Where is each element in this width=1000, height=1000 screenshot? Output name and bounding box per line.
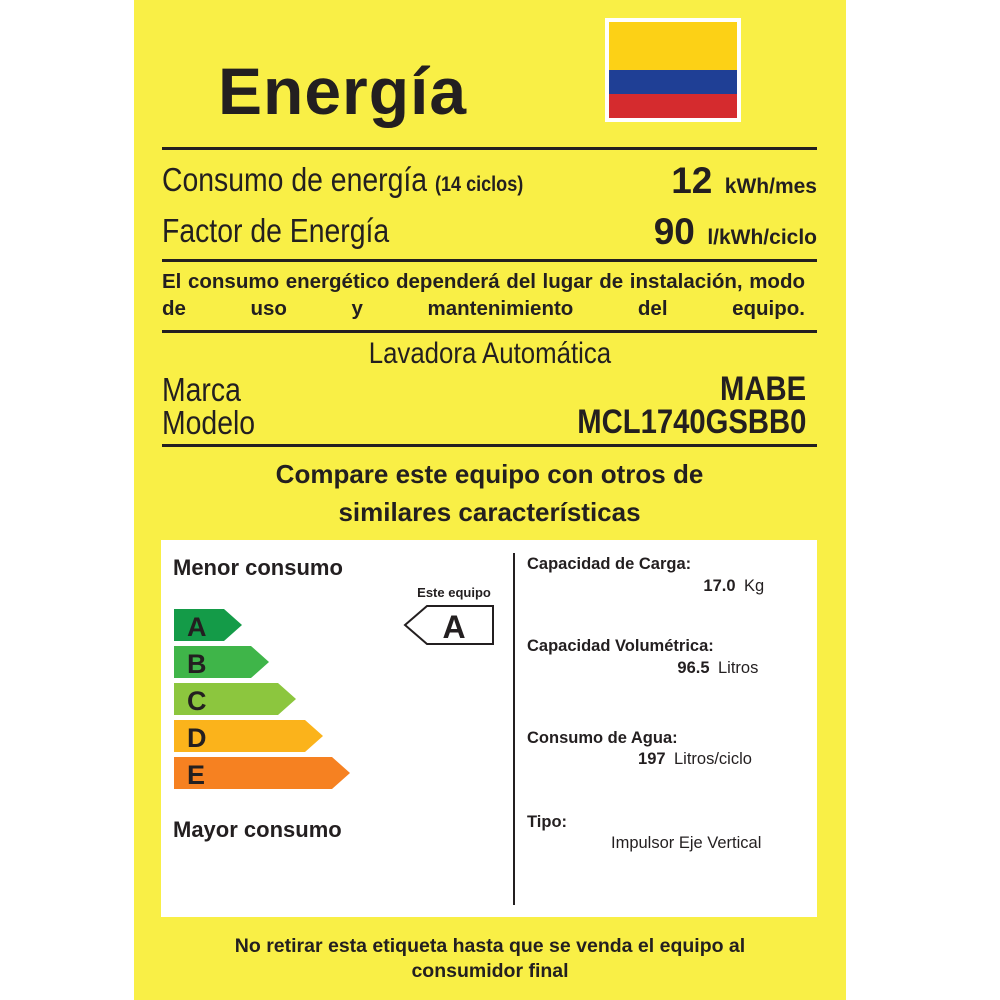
this-unit-class: A [442, 609, 466, 645]
panel-divider [513, 553, 515, 905]
spec-load-value-wrap [527, 577, 766, 596]
spec-water-label: Consumo de Agua: [527, 729, 678, 747]
class-letter-c: C [187, 686, 207, 716]
consumption-row [162, 163, 622, 203]
spec-load-unit: Kg [744, 577, 765, 595]
energy-scale-bars [161, 540, 521, 800]
scale-bottom-label: Mayor consumo [173, 817, 342, 842]
spec-volume-value-wrap [527, 659, 766, 678]
divider [162, 259, 817, 262]
flag-yellow-stripe [609, 22, 737, 70]
factor-unit: l/kWh/ciclo [707, 226, 817, 249]
brand-label: Marca [162, 371, 241, 408]
scale-top-label: Menor consumo [173, 555, 343, 580]
divider [162, 444, 817, 447]
spec-volume-label: Capacidad Volumétrica: [527, 637, 714, 655]
model-label: Modelo [162, 404, 256, 441]
consumption-label: Consumo de energía [162, 161, 428, 198]
spec-volume-unit: Litros [718, 659, 759, 677]
footer-line-1: No retirar esta etiqueta hasta que se venda el equipo al [234, 935, 746, 957]
factor-value-group [574, 211, 817, 251]
spec-type-value: Impulsor Eje Vertical [611, 834, 762, 852]
class-letter-b: B [187, 649, 207, 679]
colombia-flag-icon [605, 18, 741, 122]
class-letter-d: D [187, 723, 207, 753]
consumption-unit: kWh/mes [724, 175, 817, 198]
spec-volume-value: 96.5 [677, 659, 710, 677]
spec-type-label: Tipo: [527, 813, 568, 831]
model-value-wrap [514, 405, 806, 439]
footer-note [148, 934, 832, 984]
label-title: Energía [218, 54, 468, 128]
brand-value-wrap [534, 372, 806, 406]
product-type: Lavadora Automática [368, 337, 611, 370]
class-letter-a: A [187, 612, 207, 642]
factor-label: Factor de Energía [162, 212, 390, 249]
compare-line-2: similares características [338, 497, 641, 527]
consumption-value: 12 [671, 160, 713, 201]
spec-water-value-wrap [527, 750, 766, 769]
class-bar-a [174, 609, 242, 641]
divider [162, 330, 817, 333]
factor-row [162, 214, 426, 254]
product-type-row [162, 339, 817, 373]
this-unit-label: Este equipo [417, 585, 491, 600]
rating-panel [161, 540, 817, 917]
flag-blue-stripe [609, 70, 737, 94]
consumption-cycles: (14 ciclos) [434, 173, 524, 196]
factor-value: 90 [653, 211, 695, 252]
consumption-value-group [574, 160, 817, 200]
footer-line-2: consumidor final [411, 960, 569, 982]
divider [162, 147, 817, 150]
spec-load-label: Capacidad de Carga: [527, 555, 692, 573]
flag-red-stripe [609, 94, 737, 118]
energy-label [134, 0, 846, 1000]
spec-water-unit: Litros/ciclo [674, 750, 752, 768]
brand-value: MABE [719, 370, 806, 408]
model-value: MCL1740GSBB0 [576, 403, 806, 441]
class-letter-e: E [187, 760, 206, 790]
compare-text [162, 455, 817, 531]
compare-line-1: Compare este equipo con otros de [275, 459, 704, 489]
spec-load-value: 17.0 [703, 577, 736, 595]
spec-water-value: 197 [638, 750, 666, 768]
disclaimer-text: El consumo energético dependerá del lugar de instalación, modo de uso y mantenimiento del equipo. [162, 270, 805, 320]
